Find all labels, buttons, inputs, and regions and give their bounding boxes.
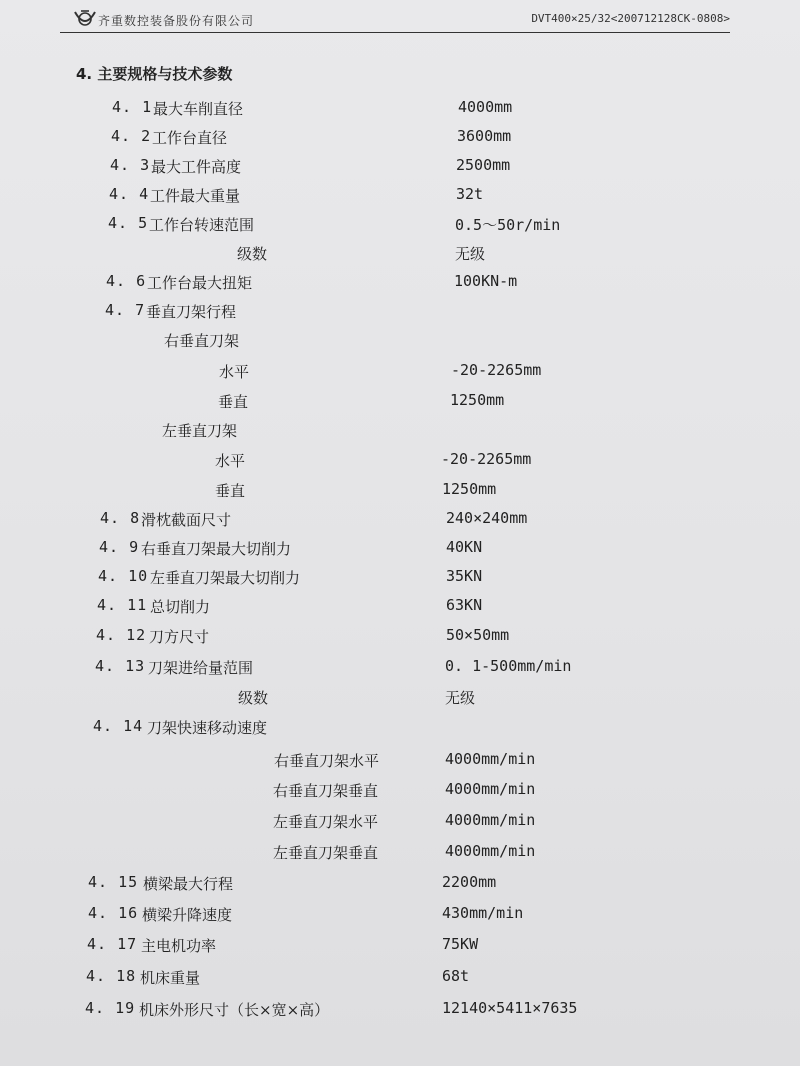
spec-value: 3600mm (457, 127, 512, 145)
company-logo-icon (72, 8, 98, 30)
spec-label: 右垂直刀架最大切削力 (141, 540, 292, 558)
spec-value: 240×240mm (446, 509, 528, 527)
spec-value: 1250mm (442, 480, 497, 498)
spec-number: 4. 4 (109, 185, 150, 203)
spec-row (0, 687, 800, 713)
company-name: 齐重数控装备股份有限公司 (98, 14, 255, 28)
spec-label: 刀架进给量范围 (148, 659, 254, 677)
spec-value: 4000mm/min (445, 842, 536, 860)
spec-value: 1250mm (450, 391, 505, 409)
spec-value: 63KN (446, 596, 483, 614)
spec-number: 4. 7 (105, 301, 146, 319)
spec-number: 4. 6 (106, 272, 147, 290)
spec-value: 4000mm/min (445, 780, 536, 798)
spec-row (0, 98, 800, 124)
spec-label: 滑枕截面尺寸 (141, 511, 232, 529)
spec-value: 2500mm (456, 156, 511, 174)
spec-row (0, 967, 800, 993)
spec-number: 4. 15 (88, 873, 139, 891)
spec-number: 4. 12 (96, 626, 147, 644)
spec-label: 垂直刀架行程 (146, 303, 237, 321)
spec-row (0, 935, 800, 961)
spec-value: 0. 1-500mm/min (445, 657, 572, 675)
spec-label: 工作台转速范围 (149, 216, 255, 234)
spec-value: 68t (442, 967, 470, 985)
spec-value: -20-2265mm (441, 450, 532, 468)
spec-row (0, 538, 800, 564)
spec-value: 4000mm (458, 98, 513, 116)
section-title-text: 主要规格与技术参数 (97, 65, 233, 83)
spec-value: 75KW (442, 935, 479, 953)
spec-row (0, 509, 800, 535)
spec-row (0, 272, 800, 298)
spec-value: 12140×5411×7635 (442, 999, 578, 1017)
spec-label: 最大车削直径 (153, 100, 244, 118)
spec-row (0, 780, 800, 806)
spec-label: 左垂直刀架垂直 (273, 844, 379, 862)
spec-row (0, 127, 800, 153)
spec-label: 工作台直径 (152, 129, 228, 147)
spec-row (0, 657, 800, 683)
spec-value: 50×50mm (446, 626, 510, 644)
spec-row (0, 361, 800, 387)
spec-value: 4000mm/min (445, 811, 536, 829)
spec-label: 垂直 (215, 482, 246, 500)
spec-number: 4. 18 (86, 967, 137, 985)
spec-row (0, 156, 800, 182)
spec-label: 水平 (219, 363, 250, 381)
section-title (76, 63, 232, 84)
spec-number: 4. 10 (98, 567, 149, 585)
spec-row (0, 750, 800, 776)
spec-label: 水平 (215, 452, 246, 470)
document-number: DVT400×25/32<200712128CK-0808> (531, 12, 730, 25)
spec-label: 机床外形尺寸（长×宽×高） (139, 1001, 330, 1019)
spec-row (0, 214, 800, 240)
spec-number: 4. 5 (108, 214, 149, 232)
spec-row (0, 717, 800, 743)
spec-row (0, 391, 800, 417)
spec-value: 32t (456, 185, 484, 203)
spec-label: 工作台最大扭矩 (147, 274, 253, 292)
spec-value: 0.5～50r/min (455, 216, 561, 234)
spec-row (0, 450, 800, 476)
spec-value: 100KN-m (454, 272, 518, 290)
spec-label: 右垂直刀架垂直 (273, 782, 379, 800)
spec-number: 4. 8 (100, 509, 141, 527)
spec-row (0, 596, 800, 622)
spec-value: -20-2265mm (451, 361, 542, 379)
spec-label: 左垂直刀架 (162, 422, 238, 440)
spec-row (0, 243, 800, 269)
spec-row (0, 999, 800, 1025)
spec-label: 右垂直刀架水平 (274, 752, 380, 770)
spec-row (0, 185, 800, 211)
spec-label: 主电机功率 (141, 937, 217, 955)
spec-value: 35KN (446, 567, 483, 585)
spec-number: 4. 19 (85, 999, 136, 1017)
spec-number: 4. 16 (88, 904, 139, 922)
spec-row (0, 480, 800, 506)
spec-value: 40KN (446, 538, 483, 556)
spec-label: 工件最大重量 (150, 187, 241, 205)
spec-value: 无级 (455, 245, 486, 263)
spec-value: 430mm/min (442, 904, 524, 922)
spec-row (0, 420, 800, 446)
spec-label: 右垂直刀架 (164, 332, 240, 350)
spec-value: 4000mm/min (445, 750, 536, 768)
page-header (60, 4, 730, 33)
spec-label: 最大工件高度 (151, 158, 242, 176)
spec-label: 刀架快速移动速度 (147, 719, 268, 737)
spec-number: 4. 3 (110, 156, 151, 174)
spec-number: 4. 14 (93, 717, 144, 735)
spec-row (0, 626, 800, 652)
spec-row (0, 873, 800, 899)
spec-label: 机床重量 (140, 969, 201, 987)
spec-label: 左垂直刀架最大切削力 (150, 569, 301, 587)
spec-number: 4. 2 (111, 127, 152, 145)
spec-row (0, 301, 800, 327)
spec-value: 2200mm (442, 873, 497, 891)
spec-number: 4. 17 (87, 935, 138, 953)
spec-number: 4. 11 (97, 596, 148, 614)
spec-number: 4. 13 (95, 657, 146, 675)
spec-label: 刀方尺寸 (149, 628, 210, 646)
spec-row (0, 842, 800, 868)
spec-label: 横梁最大行程 (143, 875, 234, 893)
spec-number: 4. 9 (99, 538, 140, 556)
spec-label: 垂直 (218, 393, 249, 411)
spec-number: 4. 1 (112, 98, 153, 116)
spec-label: 级数 (238, 689, 269, 707)
spec-row (0, 330, 800, 356)
spec-row (0, 567, 800, 593)
spec-label: 左垂直刀架水平 (273, 813, 379, 831)
section-number: 4. (76, 65, 93, 83)
spec-label: 横梁升降速度 (142, 906, 233, 924)
spec-value: 无级 (445, 689, 476, 707)
spec-label: 级数 (237, 245, 268, 263)
spec-row (0, 811, 800, 837)
spec-label: 总切削力 (150, 598, 211, 616)
spec-row (0, 904, 800, 930)
